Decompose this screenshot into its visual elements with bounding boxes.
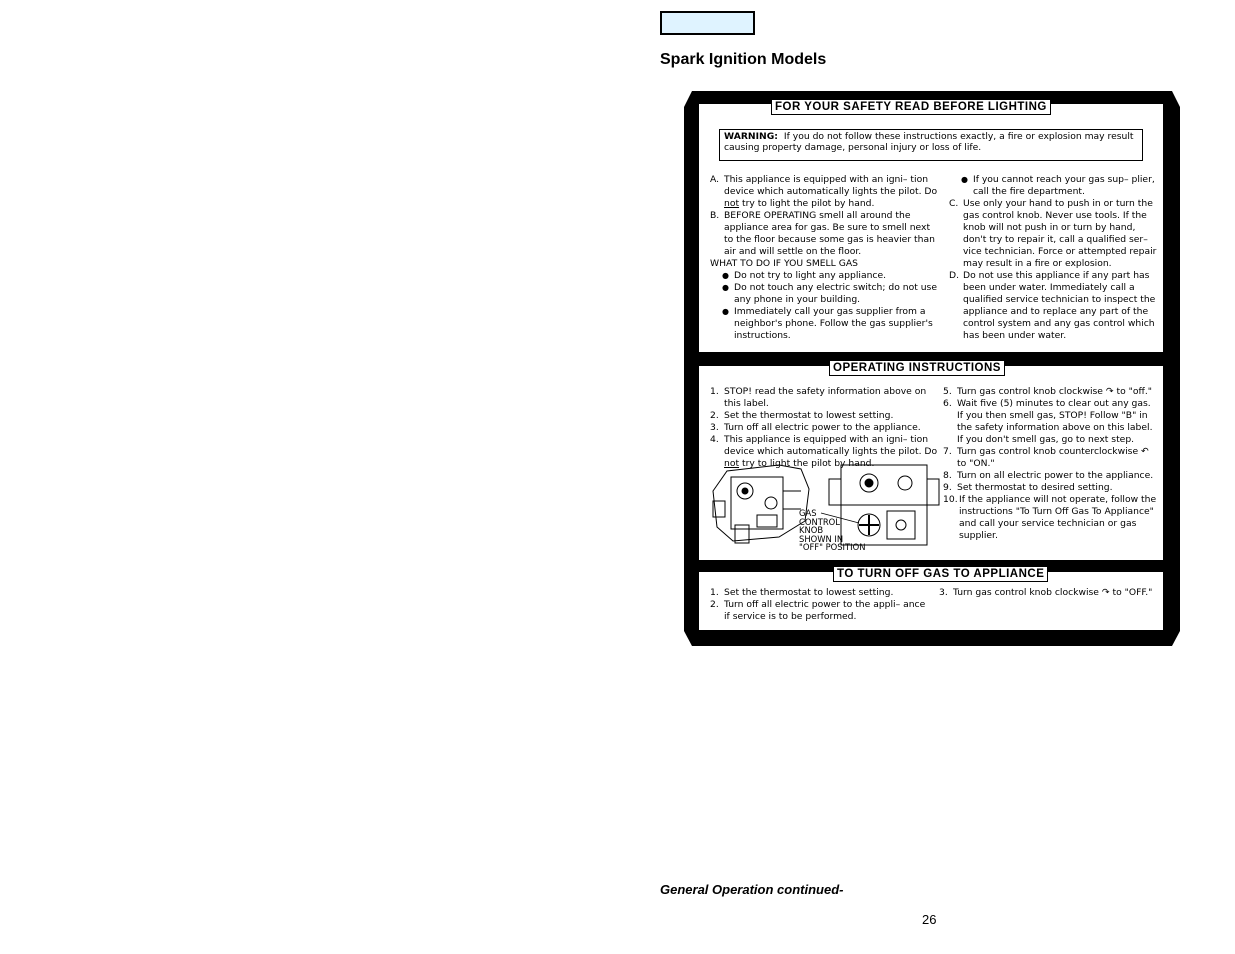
gas-knob-callout bbox=[799, 509, 865, 552]
safety-item-d bbox=[949, 270, 1157, 342]
operating-heading: OPERATING INSTRUCTIONS bbox=[829, 360, 1005, 376]
warning-text: If you do not follow these instructions exactly, a fire or explosion may result causing property damage, personal injury or loss of life. bbox=[724, 131, 1134, 153]
section-tab-box bbox=[660, 11, 755, 35]
callout-line: KNOB bbox=[799, 525, 824, 535]
item-text: BEFORE OPERATING smell all around the appliance area for gas. Be sure to smell next to the floor because some gas is heavier than air and will settle on the floor. bbox=[724, 210, 935, 257]
step-number: 1. bbox=[710, 587, 719, 598]
turn-off-heading: TO TURN OFF GAS TO APPLIANCE bbox=[833, 566, 1048, 582]
operating-step-9 bbox=[943, 482, 1159, 494]
step-number: 1. bbox=[710, 386, 719, 397]
operating-step-10 bbox=[943, 494, 1159, 542]
step-number: 2. bbox=[710, 599, 719, 610]
operating-step-6 bbox=[943, 398, 1159, 446]
step-text: STOP! read the safety information above on this label. bbox=[724, 386, 927, 409]
safety-item-b bbox=[710, 210, 938, 258]
turn-off-step-1 bbox=[710, 587, 930, 599]
operating-step-7 bbox=[943, 446, 1159, 470]
lighting-instructions-label bbox=[684, 89, 1181, 648]
smell-gas-list bbox=[710, 270, 938, 342]
item-text: Use only your hand to push in or turn the gas control knob. Never use tools. If the knob will not push in or turn by hand, don't try to repair it, call a qualified ser– vice technician. Force or attempted repair may result in a fire or explosion. bbox=[963, 198, 1157, 269]
operating-right-column bbox=[943, 386, 1159, 542]
operating-panel bbox=[698, 362, 1164, 561]
callout-line: GAS bbox=[799, 508, 817, 518]
item-letter: A. bbox=[710, 174, 720, 185]
item-letter: D. bbox=[949, 270, 959, 281]
safety-heading: FOR YOUR SAFETY READ BEFORE LIGHTING bbox=[771, 99, 1051, 115]
step-text: Set the thermostat to lowest setting. bbox=[724, 587, 894, 598]
safety-item-c bbox=[949, 198, 1157, 270]
safety-panel bbox=[698, 103, 1164, 353]
bullet-item: ● Immediately call your gas supplier from a neighbor's phone. Follow the gas supplier's instructions. bbox=[722, 306, 938, 342]
item-text: This appliance is equipped with an igni– tion device which automatically lights the pilot. Do bbox=[724, 174, 938, 197]
step-text: Turn on all electric power to the appliance. bbox=[957, 470, 1154, 481]
step-number: 8. bbox=[943, 470, 952, 481]
continuation-note: General Operation continued- bbox=[660, 882, 844, 897]
operating-left-column bbox=[710, 386, 940, 470]
item-text: try to light the pilot by hand. bbox=[739, 198, 875, 209]
counterclockwise-arrow-icon: ↶ bbox=[1141, 446, 1149, 457]
bullet-item: ● Do not touch any electric switch; do not use any phone in your building. bbox=[722, 282, 938, 306]
page-number: 26 bbox=[922, 912, 937, 927]
warning-label: WARNING: bbox=[724, 131, 778, 142]
step-text: Turn gas control knob counterclockwise bbox=[957, 446, 1142, 457]
step-text: Turn off all electric power to the appli– ance if service is to be performed. bbox=[724, 599, 926, 622]
item-emphasis: not bbox=[724, 198, 740, 209]
step-number: 10. bbox=[943, 494, 958, 505]
turn-off-step-2 bbox=[710, 599, 930, 623]
item-letter: B. bbox=[710, 210, 720, 221]
operating-step-8 bbox=[943, 470, 1159, 482]
item-letter: C. bbox=[949, 198, 959, 209]
step-text: If the appliance will not operate, follow the instructions "To Turn Off Gas To Appliance" and call your service technician or gas supplier. bbox=[959, 494, 1157, 541]
operating-step-2 bbox=[710, 410, 940, 422]
step-text: Turn gas control knob clockwise bbox=[953, 587, 1102, 598]
callout-line: SHOWN IN bbox=[799, 533, 844, 544]
smell-gas-heading: WHAT TO DO IF YOU SMELL GAS bbox=[710, 258, 858, 269]
step-text: to "ON." bbox=[957, 458, 995, 469]
turn-off-left-column bbox=[710, 587, 930, 623]
step-text: to "OFF." bbox=[1109, 587, 1153, 598]
smell-gas-list-continued bbox=[949, 174, 1157, 198]
step-number: 6. bbox=[943, 398, 952, 409]
turn-off-right-column bbox=[939, 587, 1159, 599]
operating-step-5 bbox=[943, 386, 1159, 398]
step-text: Turn gas control knob clockwise bbox=[957, 386, 1106, 397]
step-number: 9. bbox=[943, 482, 952, 493]
step-number: 3. bbox=[939, 587, 948, 598]
operating-step-1 bbox=[710, 386, 940, 410]
step-number: 3. bbox=[710, 422, 719, 433]
callout-line: CONTROL bbox=[799, 516, 840, 527]
bullet-item: ● If you cannot reach your gas sup– plier, call the fire department. bbox=[961, 174, 1157, 198]
step-emphasis: not bbox=[724, 458, 740, 469]
safety-item-a bbox=[710, 174, 938, 210]
warning-box bbox=[719, 129, 1143, 161]
bullet-item: ● Do not try to light any appliance. bbox=[722, 270, 938, 282]
step-text: try to light the pilot by hand. bbox=[739, 458, 875, 469]
step-text: Wait five (5) minutes to clear out any gas. If you then smell gas, STOP! Follow "B" in the safety information above on this label. If you don't smell gas, go to next step. bbox=[957, 398, 1153, 445]
safety-left-column bbox=[710, 174, 938, 342]
clockwise-arrow-icon: ↷ bbox=[1105, 386, 1114, 397]
item-text: Do not use this appliance if any part has been under water. Immediately call a qualified service technician to inspect the appliance and to replace any part of the control system and any gas control which has been under water. bbox=[963, 270, 1156, 341]
operating-step-3 bbox=[710, 422, 940, 434]
callout-line: "OFF" POSITION bbox=[799, 542, 866, 552]
step-text: to "off." bbox=[1113, 386, 1152, 397]
step-text: Set thermostat to desired setting. bbox=[957, 482, 1113, 493]
step-text: This appliance is equipped with an igni– tion device which automatically lights the pilot. Do bbox=[724, 434, 938, 457]
step-number: 4. bbox=[710, 434, 719, 445]
step-number: 7. bbox=[943, 446, 952, 457]
safety-right-column bbox=[949, 174, 1157, 342]
step-number: 2. bbox=[710, 410, 719, 421]
step-text: Turn off all electric power to the appliance. bbox=[724, 422, 921, 433]
step-text: Set the thermostat to lowest setting. bbox=[724, 410, 894, 421]
turn-off-panel bbox=[698, 568, 1164, 631]
section-title: Spark Ignition Models bbox=[660, 51, 827, 68]
step-number: 5. bbox=[943, 386, 952, 397]
turn-off-step-3 bbox=[939, 587, 1159, 599]
clockwise-arrow-icon: ↷ bbox=[1101, 587, 1110, 598]
